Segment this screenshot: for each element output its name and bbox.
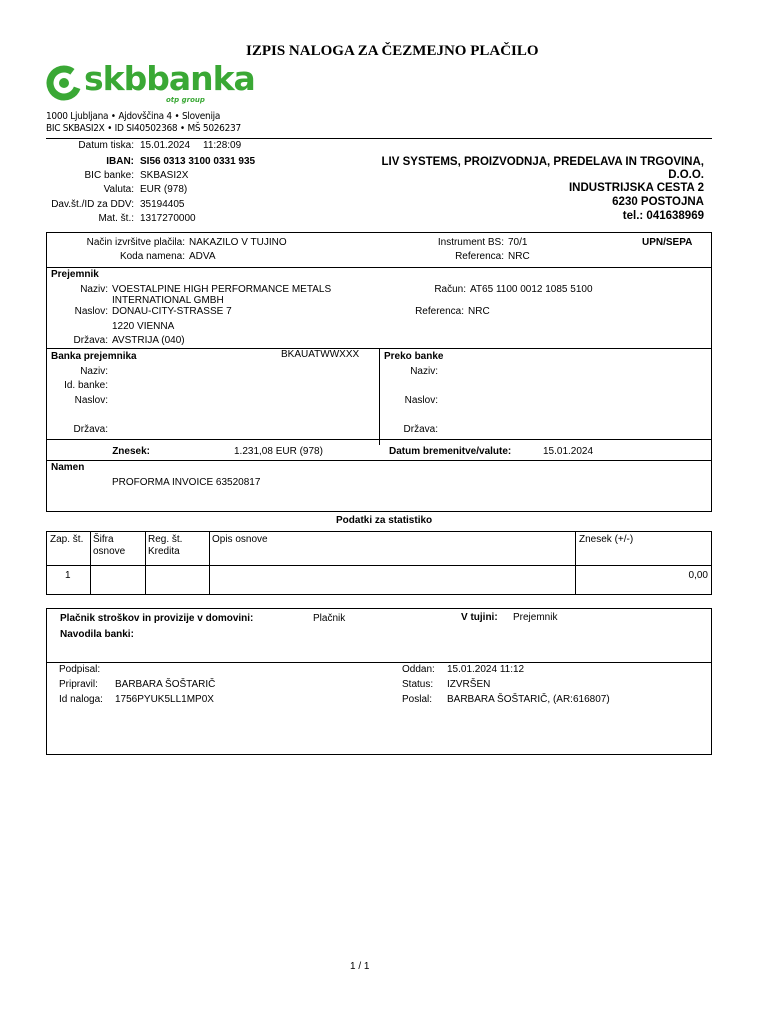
via-bank-country-label: Država: bbox=[403, 424, 438, 435]
vat-label: Dav.št./ID za DDV: bbox=[51, 199, 134, 210]
recipient-name-1: VOESTALPINE HIGH PERFORMANCE METALS bbox=[112, 284, 332, 295]
recipient-section-label: Prejemnik bbox=[51, 269, 99, 280]
recipient-reference: NRC bbox=[468, 306, 490, 317]
print-time: 11:28:09 bbox=[203, 140, 242, 151]
recipient-city: 1220 VIENNA bbox=[112, 321, 175, 332]
cost-payer-value: Plačnik bbox=[313, 613, 346, 624]
costs-divider bbox=[46, 662, 712, 663]
via-bank-name-label: Naziv: bbox=[410, 366, 438, 377]
order-id-label: Id naloga: bbox=[59, 694, 103, 705]
cost-payer-label: Plačnik stroškov in provizije v domovini: bbox=[60, 613, 254, 624]
bank-ids: BIC SKBASI2X • ID SI40502368 • MŠ 5026237 bbox=[46, 123, 241, 134]
statistics-col-reg-2: Kredita bbox=[148, 546, 180, 557]
statistics-col-code-1: Šifra bbox=[93, 534, 114, 545]
amount-value: 1.231,08 EUR (978) bbox=[234, 446, 323, 457]
company-city: 6230 POSTOJNA bbox=[612, 196, 704, 208]
bank-logo bbox=[46, 59, 255, 108]
instrument: 70/1 bbox=[508, 237, 528, 248]
purpose-label: Namen bbox=[51, 462, 85, 473]
statistics-col-divider-2 bbox=[145, 531, 146, 595]
company-street: INDUSTRIJSKA CESTA 2 bbox=[568, 182, 704, 194]
status-value: IZVRŠEN bbox=[447, 679, 491, 690]
order-reference: NRC bbox=[508, 251, 530, 262]
purpose-text: PROFORMA INVOICE 63520817 bbox=[112, 477, 261, 488]
page-number: 1 / 1 bbox=[350, 961, 370, 972]
recipient-bank-section-label: Banka prejemnika bbox=[51, 351, 137, 362]
reg-number: 1317270000 bbox=[140, 213, 196, 224]
prepared-by: BARBARA ŠOŠTARIČ bbox=[115, 679, 216, 690]
logo-otp-group: otp group bbox=[166, 96, 205, 104]
iban: SI56 0313 3100 0331 935 bbox=[140, 156, 256, 167]
company-name-1: LIV SYSTEMS, PROIZVODNJA, PREDELAVA IN TRGOVINA, bbox=[381, 156, 704, 168]
header-divider bbox=[46, 138, 712, 139]
recipient-account-label: Račun: bbox=[434, 284, 466, 295]
reg-label: Mat. št.: bbox=[98, 213, 134, 224]
divider-amount bbox=[46, 460, 712, 461]
skb-logo-icon bbox=[46, 65, 82, 101]
logo-wordmark: skbbanka bbox=[84, 59, 255, 98]
status-label: Status: bbox=[402, 679, 434, 690]
recipient-account: AT65 1100 0012 1085 5100 bbox=[470, 284, 593, 295]
vat-number: 35194405 bbox=[140, 199, 185, 210]
statistics-col-divider-1 bbox=[90, 531, 91, 595]
recipient-country: AVSTRIJA (040) bbox=[112, 335, 185, 346]
instrument-label: Instrument BS: bbox=[437, 237, 504, 248]
cost-abroad-value: Prejemnik bbox=[513, 612, 558, 623]
statistics-row-no: 1 bbox=[65, 570, 71, 581]
sender: BARBARA ŠOŠTARIČ, (AR:616807) bbox=[447, 694, 610, 705]
document-title: IZPIS NALOGA ZA ČEZMEJNO PLAČILO bbox=[246, 43, 539, 59]
iban-label: IBAN: bbox=[106, 156, 134, 167]
statistics-col-reg-1: Reg. št. bbox=[148, 534, 183, 545]
recipient-bank-country-label: Država: bbox=[73, 424, 108, 435]
purpose-code: ADVA bbox=[189, 251, 216, 262]
statistics-col-amount: Znesek (+/-) bbox=[579, 534, 634, 545]
recipient-bank-address-label: Naslov: bbox=[74, 395, 108, 406]
recipient-reference-label: Referenca: bbox=[415, 306, 464, 317]
debit-date-label: Datum bremenitve/valute: bbox=[389, 446, 512, 457]
company-phone: tel.: 041638969 bbox=[622, 210, 704, 222]
signed-label: Podpisal: bbox=[59, 664, 101, 675]
via-bank-address-label: Naslov: bbox=[404, 395, 438, 406]
prepared-label: Pripravil: bbox=[59, 679, 98, 690]
order-id: 1756PYUK5LL1MP0X bbox=[115, 694, 214, 705]
recipient-name-2: INTERNATIONAL GMBH bbox=[112, 295, 224, 306]
order-reference-label: Referenca: bbox=[455, 251, 504, 262]
bank-instructions-label: Navodila banki: bbox=[60, 629, 134, 640]
statistics-col-divider-4 bbox=[575, 531, 576, 595]
statistics-title: Podatki za statistiko bbox=[336, 515, 433, 526]
print-date-label: Datum tiska: bbox=[78, 140, 134, 151]
sent-label: Oddan: bbox=[402, 664, 435, 675]
print-date: 15.01.2024 bbox=[140, 140, 191, 151]
payment-method: NAKAZILO V TUJINO bbox=[189, 237, 287, 248]
recipient-bank-name-label: Naziv: bbox=[80, 366, 108, 377]
recipient-address-label: Naslov: bbox=[74, 306, 108, 317]
via-bank-section-label: Preko banke bbox=[384, 351, 444, 362]
cost-abroad-label: V tujini: bbox=[461, 612, 498, 623]
bank-address: 1000 Ljubljana • Ajdovščina 4 • Slovenija bbox=[46, 111, 221, 122]
statistics-col-code-2: osnove bbox=[93, 546, 126, 557]
recipient-street: DONAU-CITY-STRASSE 7 bbox=[112, 306, 232, 317]
statistics-col-no: Zap. št. bbox=[50, 534, 84, 545]
divider-order bbox=[46, 267, 712, 268]
recipient-bank-bic: BKAUATWWXXX bbox=[281, 349, 360, 360]
statistics-row-amount: 0,00 bbox=[688, 570, 708, 581]
recipient-name-label: Naziv: bbox=[80, 284, 108, 295]
company-name-2: D.O.O. bbox=[668, 169, 704, 181]
statistics-col-description: Opis osnove bbox=[212, 534, 268, 545]
statistics-col-divider-3 bbox=[209, 531, 210, 595]
purpose-code-label: Koda namena: bbox=[119, 251, 185, 262]
amount-label: Znesek: bbox=[112, 446, 150, 457]
bic: SKBASI2X bbox=[140, 170, 189, 181]
payment-scheme: UPN/SEPA bbox=[642, 237, 693, 248]
bic-label: BIC banke: bbox=[84, 170, 134, 181]
debit-date: 15.01.2024 bbox=[543, 446, 594, 457]
recipient-country-label: Država: bbox=[73, 335, 108, 346]
currency: EUR (978) bbox=[140, 184, 188, 195]
currency-label: Valuta: bbox=[103, 184, 134, 195]
sender-label: Poslal: bbox=[402, 694, 433, 705]
payment-method-label: Način izvršitve plačila: bbox=[86, 237, 185, 248]
recipient-bank-id-label: Id. banke: bbox=[64, 380, 108, 391]
sent-datetime: 15.01.2024 11:12 bbox=[447, 664, 525, 675]
